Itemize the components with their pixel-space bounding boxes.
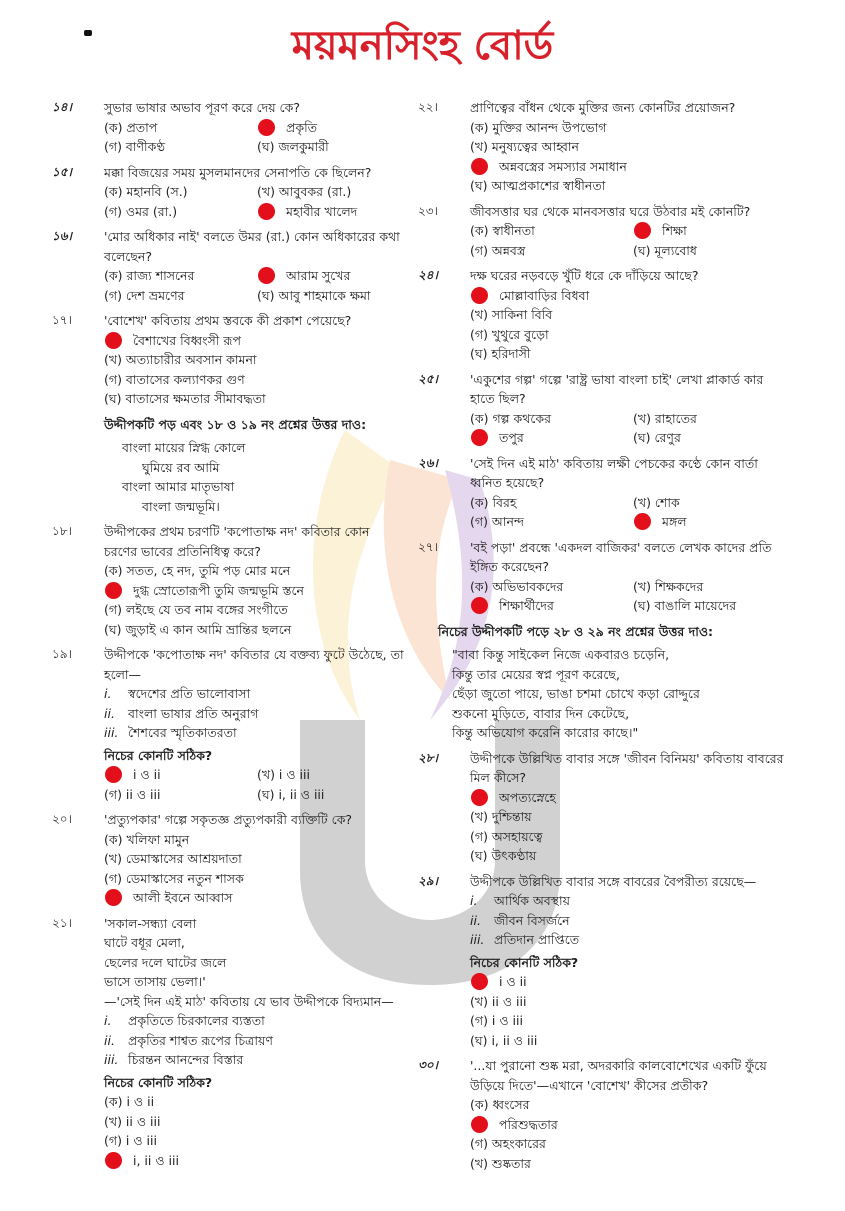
option: (গ) অন্নবস্ত্র	[470, 242, 526, 258]
option: (খ) শিক্ষকদের	[633, 578, 704, 594]
option: (খ) মনুষ্যত্বের আহ্বান	[470, 139, 579, 154]
option: (ঘ) আত্মপ্রকাশের স্বাধীনতা	[470, 178, 606, 193]
statement: i. প্রকৃতিতে চিরকালের ব্যস্ততা	[104, 1013, 265, 1028]
poem-line: "বাবা কিন্তু সাইকেল নিজে একবারও চড়েনি,	[452, 647, 670, 662]
question-number: ২৪।	[418, 268, 438, 282]
option-correct: i, ii ও iii	[104, 1151, 404, 1171]
question-number: ২২।	[418, 100, 438, 114]
poem-line: ছেলের দলে ঘাটের জলে	[104, 954, 227, 970]
answer-dot-icon	[471, 158, 488, 175]
question-24	[418, 266, 790, 364]
which-correct-prompt: নিচের কোনটি সঠিক?	[470, 954, 579, 970]
question-number: ২৯।	[418, 873, 438, 888]
option-correct: দুগ্ধ স্রোতোরূপী তুমি জন্মভূমি স্তনে	[104, 581, 404, 601]
question-text: 'বোশেখ' কবিতায় প্রথম স্তবকে কী প্রকাশ পেয়েছে?	[104, 313, 352, 328]
option-correct: শিক্ষার্থীদের	[470, 596, 627, 616]
poem-line: ঘুমিয়ে রব আমি	[142, 459, 220, 475]
question-text: 'প্রত্যুপকার' গল্পে সকৃতজ্ঞ প্রত্যুপকারী ব্যক্তিটি কে?	[104, 812, 353, 827]
question-text: উদ্দীপকে 'কপোতাক্ষ নদ' কবিতার যে বক্তব্য ফুটে উঠেছে, তা হলো—	[104, 647, 404, 682]
answer-dot-icon	[471, 429, 488, 446]
option: (খ) ডেমাস্কাসের আশ্রয়দাতা	[104, 851, 242, 866]
question-text: উদ্দীপকে উল্লিখিত বাবার সঙ্গে বাবরের বৈপরীত্য রয়েছে—	[470, 873, 757, 889]
answer-dot-icon	[471, 973, 488, 990]
question-text: 'মোর অধিকার নাই' বলতে উমর (রা.) কোন অধিকারের কথা বলেছেন?	[104, 229, 400, 264]
statement: ii. জীবন বিসর্জনে	[470, 912, 570, 928]
question-25	[418, 370, 790, 448]
answer-dot-icon	[258, 267, 275, 284]
question-16	[52, 227, 404, 305]
question-text: সুভার ভাষার অভাব পূরণ করে দেয় কে?	[104, 100, 300, 115]
option-correct: i ও ii	[104, 765, 251, 785]
question-number: ২৬।	[418, 455, 438, 470]
option: (ঘ) i, ii ও iii	[257, 786, 325, 802]
question-text: উদ্দীপকের প্রথম চরণটি 'কপোতাক্ষ নদ' কবিতার কোন চরণের ভাবের প্রতিনিধিত্ব করে?	[104, 524, 370, 559]
question-text: —'সেই দিন এই মাঠ' কবিতায় যে ভাব উদ্দীপকে বিদ্যমান—	[104, 993, 394, 1009]
statement: iii. প্রতিদান প্রাপ্তিতে	[470, 932, 580, 947]
option: (খ) শুষ্কতার	[470, 1155, 531, 1171]
option: (ক) খলিফা মামুন	[104, 831, 190, 847]
stimulus-1	[52, 415, 404, 517]
option: (গ) অহংকারের	[470, 1136, 546, 1151]
question-14	[52, 98, 404, 157]
option: (ক) সতত, হে নদ, তুমি পড় মোর মনে	[104, 563, 291, 578]
answer-dot-icon	[105, 582, 122, 599]
answer-dot-icon	[105, 332, 122, 349]
option: (গ) i ও iii	[104, 1133, 157, 1148]
question-18	[52, 522, 404, 639]
option: (গ) লইছে যে তব নাম বঙ্গের সংগীতে	[104, 602, 288, 617]
question-number: ৩০।	[418, 1058, 438, 1072]
option-correct: বৈশাখের বিধ্বংসী রূপ	[104, 331, 404, 351]
statement: ii. প্রকৃতির শাশ্বত রূপের চিত্রায়ণ	[104, 1032, 273, 1048]
which-correct-prompt: নিচের কোনটি সঠিক?	[104, 747, 213, 763]
left-column	[52, 98, 404, 1176]
option: (গ) বাণীকণ্ঠ	[104, 139, 166, 154]
option: (গ) অসহায়ত্বে	[470, 828, 543, 844]
option-correct: প্রকৃতি	[257, 118, 404, 138]
option-correct: তপুর	[470, 428, 627, 448]
option: (ঘ) উৎকণ্ঠায়	[470, 848, 537, 863]
option: (খ) অত্যাচারীর অবসান কামনা	[104, 352, 257, 367]
option: (গ) খুথুরে বুড়ো	[470, 326, 549, 342]
option: (গ) বাতাসের কল্যাণকর গুণ	[104, 371, 245, 387]
question-19	[52, 645, 404, 804]
option-correct: i ও ii	[470, 972, 790, 992]
answer-dot-icon	[258, 119, 275, 136]
answer-dot-icon	[634, 222, 651, 239]
option: (ঘ) রেণুর	[633, 430, 681, 445]
question-number: ১৮।	[52, 524, 72, 538]
answer-dot-icon	[471, 1116, 488, 1133]
answer-dot-icon	[258, 203, 275, 220]
poem-line: 'সকাল-সন্ধ্যা বেলা	[104, 915, 197, 931]
option: (ক) প্রতাপ	[104, 119, 158, 135]
question-number: ১৭।	[52, 313, 72, 327]
poem-line: বাংলা জন্মভূমি।	[142, 498, 220, 514]
question-number: ২৮।	[418, 750, 438, 765]
option: (খ) ii ও iii	[104, 1113, 161, 1129]
option-correct: মঙ্গল	[633, 512, 790, 532]
question-number: ২৭।	[418, 539, 438, 554]
stimulus-2	[418, 622, 790, 743]
question-number: ১৯।	[52, 647, 72, 661]
option-correct: অপত্যস্নেহে	[470, 788, 790, 808]
question-number: ২১।	[52, 915, 72, 930]
question-28	[418, 749, 790, 866]
question-23	[418, 202, 790, 261]
board-title: ময়মনসিংহ বোর্ড	[291, 23, 554, 69]
question-text: জীবসত্তার ঘর থেকে মানবসত্তার ঘরে উঠবার মই কোনটি?	[470, 203, 751, 219]
page-mark	[84, 30, 92, 36]
question-20	[52, 810, 404, 908]
option: (ঘ) বাঙালি মায়েদের	[633, 598, 737, 613]
question-text: 'একুশের গল্প' গল্পে 'রাষ্ট্র ভাষা বাংলা চাই' লেখা প্লাকার্ড কার হাতে ছিল?	[470, 371, 764, 406]
option: (ক) বিরহ	[470, 494, 517, 510]
poem-line: বাংলা আমার মাতৃভাষা	[122, 479, 235, 494]
poem-line: ছেঁড়া জুতো পায়ে, ভাঙা চশমা চোখে কড়া রোদ্দুরে	[452, 686, 700, 701]
right-column	[418, 98, 790, 1179]
question-27	[418, 538, 790, 616]
option: (ক) মুক্তির আনন্দ উপভোগ	[470, 119, 607, 135]
option: (গ) ওমর (রা.)	[104, 203, 178, 219]
question-number: ২৩।	[418, 203, 438, 218]
answer-dot-icon	[471, 287, 488, 304]
option: (খ) ii ও iii	[470, 993, 527, 1009]
answer-dot-icon	[471, 597, 488, 614]
option-correct: অন্নবস্ত্রের সমস্যার সমাধান	[470, 157, 790, 177]
which-correct-prompt: নিচের কোনটি সঠিক?	[104, 1074, 213, 1090]
answer-dot-icon	[634, 513, 651, 530]
question-number: ১৫।	[52, 164, 72, 179]
question-text: 'সেই দিন এই মাঠ' কবিতায় লক্ষী পেচকের কণ্ঠে কোন বার্তা ধ্বনিত হয়েছে?	[470, 455, 758, 490]
option: (গ) আনন্দ	[470, 514, 524, 529]
question-21	[52, 914, 404, 1171]
statement: i. স্বদেশের প্রতি ভালোবাসা	[104, 686, 251, 701]
option: (ক) গল্প কথকের	[470, 410, 552, 426]
poem-line: ঘাটে বধূর মেলা,	[104, 935, 185, 950]
option: (ক) i ও ii	[104, 1094, 155, 1109]
option: (ক) স্বাধীনতা	[470, 223, 535, 238]
question-text: মক্কা বিজয়ের সময় মুসলমানদের সেনাপতি কে ছিলেন?	[104, 164, 372, 180]
option: (ঘ) বাতাসের ক্ষমতার সীমাবদ্ধতা	[104, 391, 266, 406]
option: (গ) ii ও iii	[104, 786, 161, 802]
option: (ঘ) মূল্যবোধ	[633, 242, 697, 258]
question-17	[52, 311, 404, 409]
poem-line: কিন্তু তার মেয়ের স্বপ্ন পূরণ করেছে,	[452, 666, 620, 682]
question-text: প্রাণিত্বের বাঁধন থেকে মুক্তির জন্য কোনটির প্রয়োজন?	[470, 100, 736, 115]
option-correct: শিক্ষা	[633, 221, 790, 241]
option-correct: মোল্লাবাড়ির বিধবা	[470, 286, 790, 306]
option-correct: পরিশুদ্ধতার	[470, 1115, 790, 1135]
option: (ক) মহানবি (স.)	[104, 184, 188, 199]
question-number: ২০।	[52, 812, 72, 826]
option: (খ) সাকিনা বিবি	[470, 307, 553, 322]
answer-dot-icon	[105, 1152, 122, 1169]
option: (খ) i ও iii	[257, 767, 310, 782]
question-30	[418, 1056, 790, 1173]
question-number: ১৪।	[52, 100, 72, 114]
option: (গ) ডেমাস্কাসের নতুন শাসক	[104, 870, 244, 886]
stimulus-heading: নিচের উদ্দীপকটি পড়ে ২৮ ও ২৯ নং প্রশ্নের উত্তর দাও:	[438, 623, 714, 639]
option-correct: আরাম সুখের	[257, 266, 404, 286]
question-22	[418, 98, 790, 196]
statement: ii. বাংলা ভাষার প্রতি অনুরাগ	[104, 705, 259, 721]
option: (ঘ) i, ii ও iii	[470, 1032, 538, 1048]
option: (ঘ) আবু শাহমাকে ক্ষমা	[257, 287, 371, 303]
poem-line: কিন্তু অভিযোগ করেনি কারোর কাছে।"	[452, 725, 639, 740]
answer-dot-icon	[105, 889, 122, 906]
poem-line: বাংলা মায়ের স্নিগ্ধ কোলে	[122, 440, 246, 455]
stimulus-heading: উদ্দীপকটি পড় এবং ১৮ ও ১৯ নং প্রশ্নের উত্তর দাও:	[104, 416, 367, 432]
question-text: 'বই পড়া' প্রবন্ধে 'একদল বাজিকর' বলতে লেখক কাদের প্রতি ইঙ্গিত করেছেন?	[470, 539, 772, 574]
option-correct: মহাবীর খালেদ	[257, 202, 404, 222]
option: (ঘ) জুড়াই এ কান আমি ভ্রান্তির ছলনে	[104, 621, 292, 637]
option: (ঘ) জলকুমারী	[257, 139, 329, 154]
option: (খ) শোক	[633, 494, 680, 510]
statement: iii. শৈশবের স্মৃতিকাতরতা	[104, 725, 237, 740]
option: (ক) ধ্বংসের	[470, 1097, 530, 1112]
option: (গ) দেশ ভ্রমণের	[104, 287, 185, 303]
answer-dot-icon	[471, 789, 488, 806]
poem-line: ভাসে তাসায় ভেলা।'	[104, 974, 206, 989]
option: (গ) i ও iii	[470, 1013, 523, 1028]
question-26	[418, 454, 790, 532]
statement: iii. চিরন্তন আনন্দের বিস্তার	[104, 1052, 244, 1067]
question-number: ১৬।	[52, 229, 72, 243]
option: (খ) রাহাতের	[633, 410, 697, 426]
answer-dot-icon	[105, 766, 122, 783]
question-text: উদ্দীপকে উল্লিখিত বাবার সঙ্গে 'জীবন বিনিময়' কবিতায় বাবরের মিল কীসে?	[470, 750, 784, 785]
question-text: দক্ষ ঘরের নড়বড়ে খুঁটি ধরে কে দাঁড়িয়ে আছে?	[470, 268, 699, 283]
option: (খ) দুশ্চিন্তায়	[470, 809, 532, 824]
statement: i. আর্থিক অবস্থায়	[470, 893, 571, 908]
option: (খ) আবুবকর (রা.)	[257, 184, 352, 199]
option: (ক) রাজ্য শাসনের	[104, 268, 195, 283]
option: (ক) অভিভাবকদের	[470, 578, 564, 594]
poem-line: শুকনো মুড়িতে, বাবার দিন কেটেছে,	[452, 705, 630, 721]
question-29	[418, 872, 790, 1051]
option: (ঘ) হরিদাসী	[470, 346, 531, 361]
question-number: ২৫।	[418, 371, 438, 386]
question-15	[52, 163, 404, 222]
question-text: '...যা পুরানো শুষ্ক মরা, অদরকারি কালবোশেখের একটি ফুঁয়ে উড়িয়ে দিতে'—এখানে 'বোশেখ' কীসের প্রতীক?	[470, 1058, 767, 1093]
option-correct: আলী ইবনে আব্বাস	[104, 888, 404, 908]
